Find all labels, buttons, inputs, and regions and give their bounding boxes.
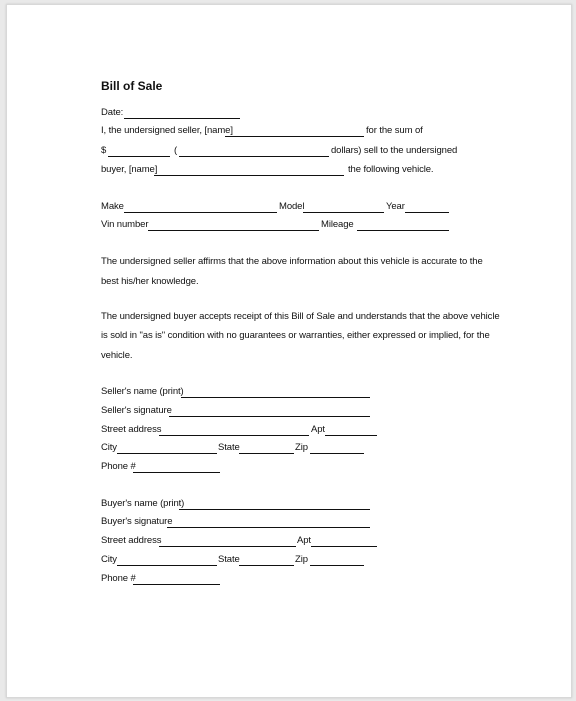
seller-city-label: City	[101, 442, 117, 453]
mileage-label: Mileage	[321, 219, 354, 230]
make-line[interactable]	[124, 212, 277, 213]
buyer-accept-line-1: The undersigned buyer accepts receipt of this Bill of Sale and understands that the above vehicle	[101, 311, 500, 322]
seller-apt-line[interactable]	[325, 435, 377, 436]
buyer-city-line[interactable]	[117, 565, 217, 566]
seller-street-line[interactable]	[159, 435, 309, 436]
buyer-accept-line-3: vehicle.	[101, 350, 133, 361]
seller-zip-line[interactable]	[310, 453, 364, 454]
seller-state-line[interactable]	[239, 453, 294, 454]
buyer-street-line[interactable]	[159, 546, 296, 547]
document-page	[6, 4, 572, 698]
buyer-street-label: Street address	[101, 535, 162, 546]
seller-affirm-line-2: best his/her knowledge.	[101, 276, 199, 287]
vin-label: Vin number	[101, 219, 149, 230]
amount-words-line[interactable]	[179, 156, 329, 157]
seller-name-line[interactable]	[225, 136, 364, 137]
seller-city-line[interactable]	[117, 453, 217, 454]
seller-phone-line[interactable]	[133, 472, 220, 473]
seller-name-print-line[interactable]	[181, 397, 370, 398]
seller-signature-line[interactable]	[169, 416, 370, 417]
seller-signature-label: Seller's signature	[101, 405, 172, 416]
date-line[interactable]	[124, 118, 240, 119]
seller-phone-label: Phone #	[101, 461, 136, 472]
buyer-apt-line[interactable]	[311, 546, 377, 547]
buyer-state-label: State	[218, 554, 240, 565]
buyer-name-print-label: Buyer's name (print)	[101, 498, 185, 509]
buyer-zip-line[interactable]	[310, 565, 364, 566]
model-label: Model	[279, 201, 305, 212]
vin-line[interactable]	[148, 230, 319, 231]
buyer-name-line[interactable]	[154, 175, 344, 176]
seller-street-label: Street address	[101, 424, 162, 435]
buyer-zip-label: Zip	[295, 554, 308, 565]
buyer-city-label: City	[101, 554, 117, 565]
following-vehicle-label: the following vehicle.	[348, 164, 434, 175]
seller-intro-label: I, the undersigned seller, [name]	[101, 125, 233, 136]
amount-line[interactable]	[108, 156, 170, 157]
year-line[interactable]	[405, 212, 449, 213]
dollar-sign: $	[101, 145, 107, 156]
mileage-line[interactable]	[357, 230, 449, 231]
buyer-signature-label: Buyer's signature	[101, 516, 173, 527]
for-sum-label: for the sum of	[366, 125, 423, 136]
make-label: Make	[101, 201, 124, 212]
year-label: Year	[386, 201, 405, 212]
date-label: Date:	[101, 107, 124, 118]
buyer-signature-line[interactable]	[167, 527, 370, 528]
seller-name-print-label: Seller's name (print)	[101, 386, 184, 397]
seller-zip-label: Zip	[295, 442, 308, 453]
buyer-phone-line[interactable]	[133, 584, 220, 585]
seller-state-label: State	[218, 442, 240, 453]
buyer-accept-line-2: is sold in "as is" condition with no guarantees or warranties, either expressed or implied, for the	[101, 330, 490, 341]
buyer-name-print-line[interactable]	[179, 509, 370, 510]
buyer-phone-label: Phone #	[101, 573, 136, 584]
seller-affirm-line-1: The undersigned seller affirms that the above information about this vehicle is accurate to the	[101, 256, 483, 267]
seller-apt-label: Apt	[311, 424, 325, 435]
dollars-sold-label: dollars) sell to the undersigned	[331, 145, 458, 156]
document-title: Bill of Sale	[101, 79, 163, 93]
model-line[interactable]	[303, 212, 384, 213]
buyer-name-label: buyer, [name]	[101, 164, 158, 175]
buyer-apt-label: Apt	[297, 535, 311, 546]
buyer-state-line[interactable]	[239, 565, 294, 566]
paren-open: (	[174, 145, 178, 156]
